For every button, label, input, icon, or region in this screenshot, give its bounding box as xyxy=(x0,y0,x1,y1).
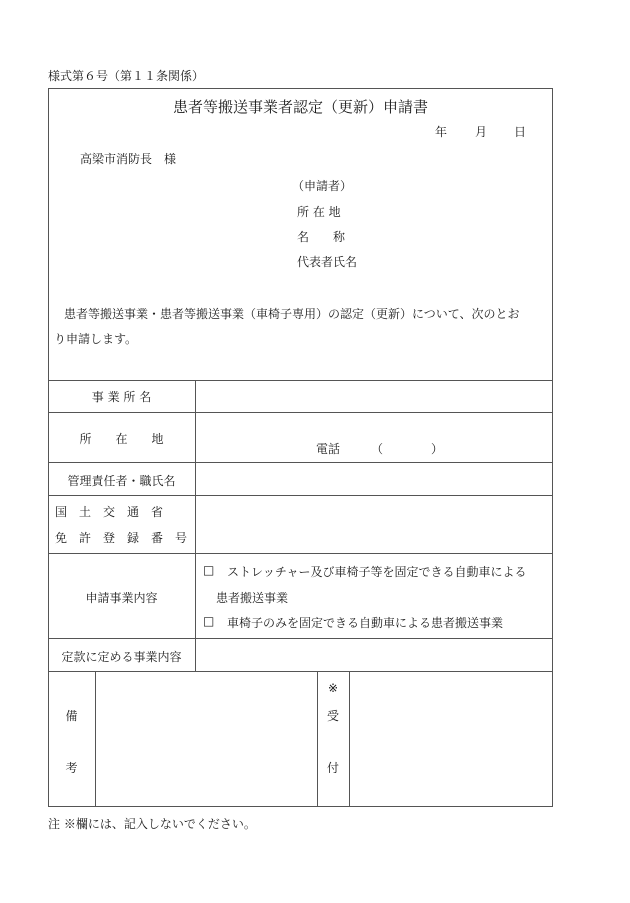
application-statement-line2: り申請します。 xyxy=(54,332,138,346)
application-statement-line1: 患者等搬送事業・患者等搬送事業（車椅子専用）の認定（更新）について、次のとお xyxy=(64,307,520,321)
option1-label-line2: 患者搬送事業 xyxy=(216,591,289,605)
mlit-label-line1: 国 土 交 通 省 xyxy=(55,505,164,519)
office-name-label: 事 業 所 名 xyxy=(91,390,152,404)
business-content-label: 申請事業内容 xyxy=(85,591,158,605)
remarks-label-2: 考 xyxy=(65,761,78,775)
license-number-field[interactable] xyxy=(196,496,552,553)
articles-field[interactable] xyxy=(196,639,552,671)
phone-label: 電話 xyxy=(316,442,341,456)
manager-field[interactable] xyxy=(196,463,552,495)
applicant-header: （申請者） xyxy=(292,179,353,193)
remarks-label-1: 備 xyxy=(65,709,78,723)
receipt-column-divider xyxy=(349,671,350,807)
applicant-name-label: 名 称 xyxy=(297,230,346,244)
manager-label: 管理責任者・職氏名 xyxy=(67,474,176,488)
option1-checkbox[interactable]: □ xyxy=(203,563,215,577)
receipt-label-1: 受 xyxy=(326,709,339,723)
receipt-label-2: 付 xyxy=(326,761,339,775)
form-number: 様式第６号（第１１条関係） xyxy=(48,69,205,83)
applicant-representative-label: 代表者氏名 xyxy=(297,255,358,269)
mlit-label-line2: 免 許 登 録 番 号 xyxy=(55,531,188,545)
receipt-mark: ※ xyxy=(327,681,339,695)
date-year-label: 年 xyxy=(435,125,448,139)
row-divider xyxy=(48,553,553,554)
applicant-address-label: 所 在 地 xyxy=(297,205,341,219)
footnote: 注 ※欄には、記入しないでください。 xyxy=(48,817,256,831)
option2-label: 車椅子のみを固定できる自動車による患者搬送事業 xyxy=(227,616,504,630)
addressee: 高梁市消防長 様 xyxy=(80,152,177,166)
date-month-label: 月 xyxy=(475,125,488,139)
location-label: 所 在 地 xyxy=(79,432,164,446)
articles-label: 定款に定める事業内容 xyxy=(61,650,182,664)
remarks-field[interactable] xyxy=(96,672,317,807)
date-day-label: 日 xyxy=(514,125,527,139)
form-title: 患者等搬送事業者認定（更新）申請書 xyxy=(172,98,428,116)
phone-number-parens: （ ） xyxy=(371,442,444,456)
option2-checkbox[interactable]: □ xyxy=(203,614,215,628)
office-name-field[interactable] xyxy=(196,381,552,412)
option1-label-line1: ストレッチャー及び車椅子等を固定できる自動車による xyxy=(227,565,527,579)
